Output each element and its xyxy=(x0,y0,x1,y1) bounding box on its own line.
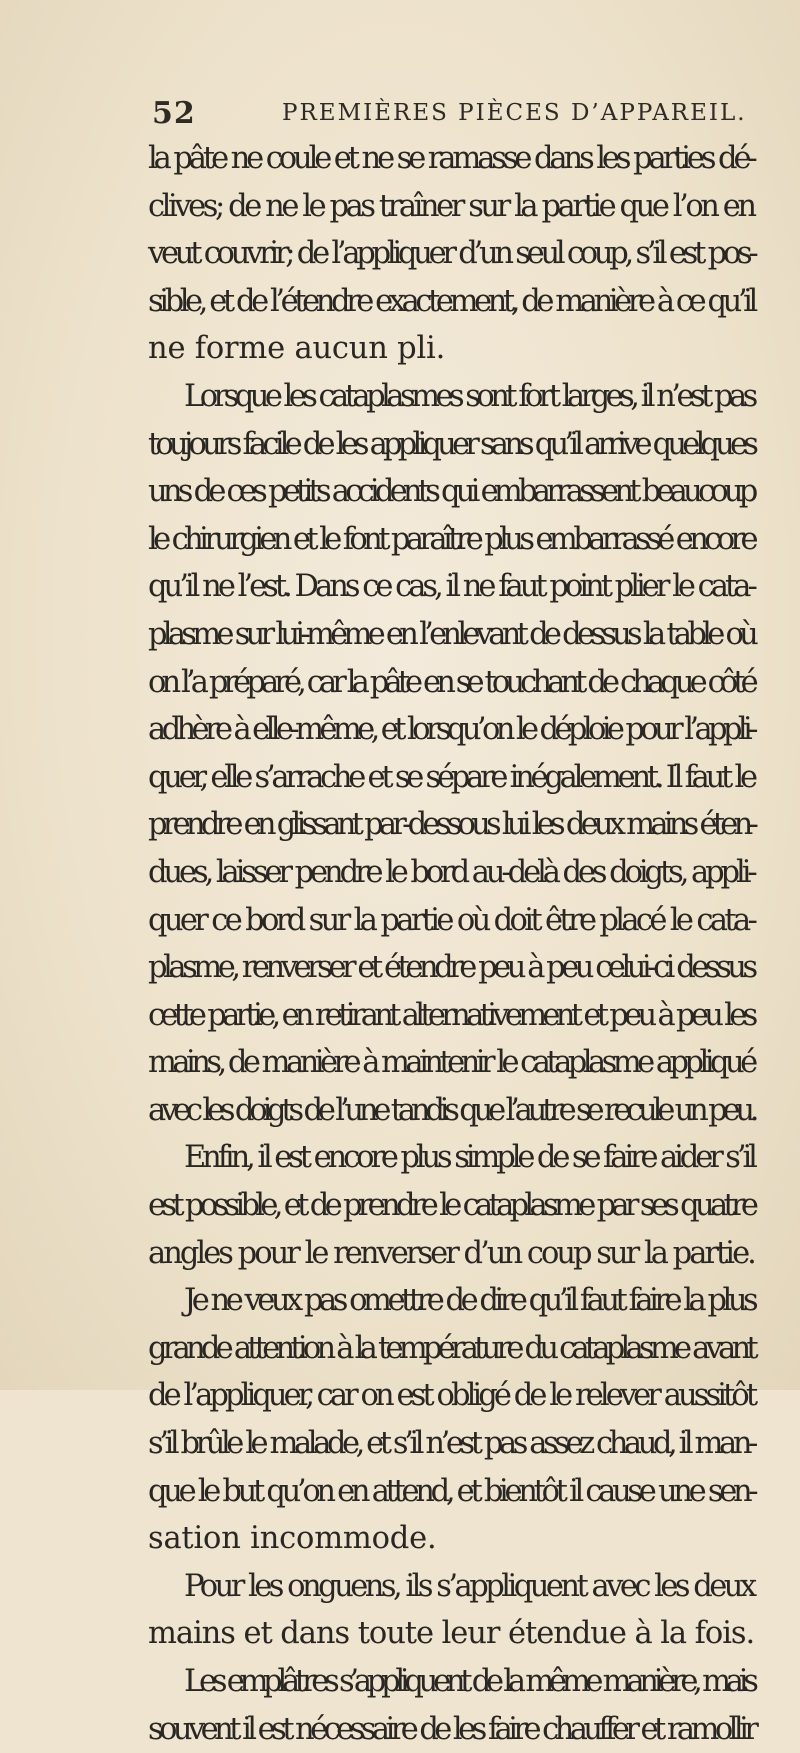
text-line: le chirurgien et le font paraître plus embarrassé encore xyxy=(148,521,754,557)
body-text xyxy=(148,135,754,1753)
paragraph-start-line: Les emplâtres s’appliquent de la même manière, mais xyxy=(184,1664,754,1699)
paragraph-start-line: Lorsque les cataplasmes sont fort larges, il n’est pas xyxy=(184,378,754,414)
text-line: qu’il ne l’est. Dans ce cas, il ne faut point plier le cata- xyxy=(148,569,754,605)
running-head: PREMIÈRES PIÈCES D’APPAREIL. xyxy=(282,100,747,126)
paragraph-start-line: Pour les onguens, ils s’appliquent avec les deux xyxy=(184,1568,754,1604)
text-line: mains et dans toute leur étendue à la fois. xyxy=(148,1616,755,1652)
page-header xyxy=(152,96,747,136)
text-line: la pâte ne coule et ne se ramasse dans les parties dé- xyxy=(148,141,754,176)
text-line: quer ce bord sur la partie où doit être placé le cata- xyxy=(148,902,755,938)
text-line: ne forme aucun pli. xyxy=(148,331,446,367)
text-line: veut couvrir; de l’appliquer d’un seul coup, s’il est pos- xyxy=(148,236,755,272)
text-line: dues, laisser pendre le bord au-delà des doigts, appli- xyxy=(148,854,754,890)
text-line: plasme, renverser et étendre peu à peu celui-ci dessus xyxy=(148,950,754,986)
text-line: de l’appliquer, car on est obligé de le relever aussitôt xyxy=(148,1378,755,1414)
text-line: sible, et de l’étendre exactement, de manière à ce qu’il xyxy=(148,283,754,319)
text-line: quer, elle s’arrache et se sépare inégalement. Il faut le xyxy=(148,759,754,795)
paragraph-start-line: Je ne veux pas omettre de dire qu’il faut faire la plus xyxy=(184,1283,755,1319)
text-line: avec les doigts de l’une tandis que l’autre se recule un peu. xyxy=(148,1092,755,1128)
text-line: uns de ces petits accidents qui embarrassent beaucoup xyxy=(148,474,754,510)
text-line: s’il brûle le malade, et s’il n’est pas assez chaud, il man- xyxy=(148,1426,754,1462)
text-line: clives; de ne le pas traîner sur la partie que l’on en xyxy=(148,188,754,224)
text-line: est possible, et de prendre le cataplasme par ses quatre xyxy=(148,1188,755,1224)
text-line: toujours facile de les appliquer sans qu’il arrive quelques xyxy=(148,426,755,462)
text-line: mains, de manière à maintenir le cataplasme appliqué xyxy=(148,1045,754,1081)
text-line: plasme sur lui-même en l’enlevant de dessus la table où xyxy=(148,616,755,652)
text-line: que le but qu’on en attend, et bientôt il cause une sen- xyxy=(148,1473,755,1509)
text-line: on l’a préparé, car la pâte en se touchant de chaque côté xyxy=(148,664,754,700)
text-line: prendre en glissant par-dessous lui les deux mains éten- xyxy=(148,807,755,843)
text-line: angles pour le renverser d’un coup sur la partie. xyxy=(148,1235,754,1271)
text-line: cette partie, en retirant alternativement et peu à peu les xyxy=(148,997,754,1033)
text-line: souvent il est nécessaire de les faire chauffer et ramollir xyxy=(148,1711,755,1747)
paragraph-start-line: Enfin, il est encore plus simple de se faire aider s’il xyxy=(184,1140,754,1176)
text-line: sation incommode. xyxy=(148,1521,437,1557)
text-line: grande attention à la température du cataplasme avant xyxy=(148,1330,754,1366)
text-line: adhère à elle-même, et lorsqu’on le déploie pour l’appli- xyxy=(148,712,754,748)
page-number: 52 xyxy=(152,96,196,131)
